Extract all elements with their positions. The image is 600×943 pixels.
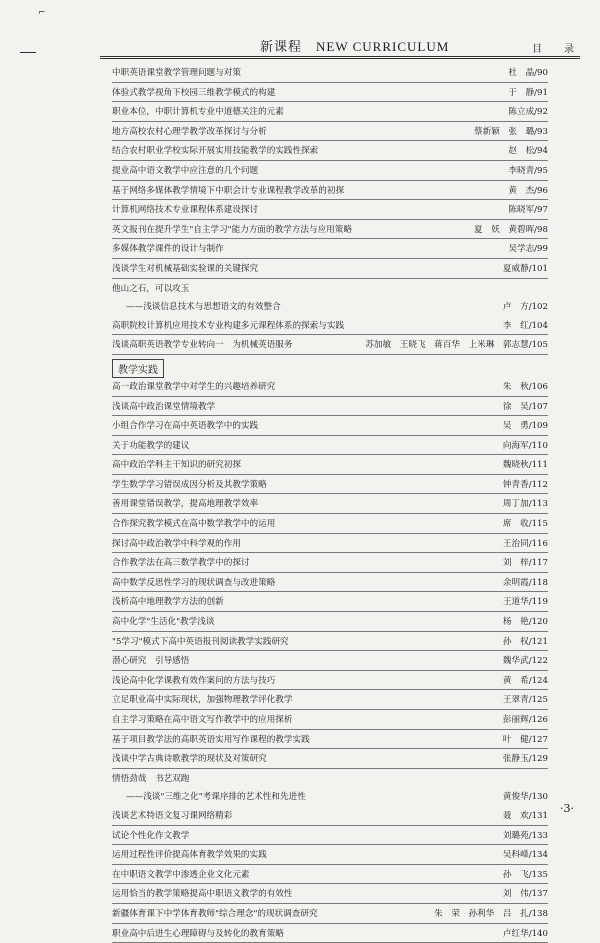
toc-entry-author-page: 吴学志/99 [508, 244, 548, 255]
section-title: 教学实践 [112, 359, 164, 378]
toc-entry-title: 浅谈高职英语教学专业转向一 为机械英语服务 [112, 340, 293, 351]
toc-entry-author-page: 张静玉/129 [502, 754, 548, 765]
toc-entry[interactable] [112, 553, 548, 573]
toc-entry-title: 浅谈高中政治课堂情境教学 [112, 401, 216, 412]
toc-entry[interactable] [112, 494, 548, 514]
toc-entry[interactable] [112, 397, 548, 417]
toc-entry-author-page: 向海军/110 [502, 440, 548, 451]
toc-entry-author-page: 叶 健/127 [502, 734, 548, 745]
toc-entry-author-page: 刘璐苑/133 [502, 830, 548, 841]
toc-entry-author-page: 周丁加/113 [502, 499, 548, 510]
toc-entry-title: 浅谈中学古典诗歌教学的现状及对策研究 [112, 754, 267, 765]
toc-entry[interactable] [112, 141, 548, 161]
toc-entry-author-page: 陈晓军/97 [508, 205, 548, 216]
toc-entry-author-page: 彭丽辉/126 [502, 715, 548, 725]
toc-entry-title: 探讨高中政治教学中科学观的作用 [112, 538, 241, 549]
toc-entry[interactable] [112, 904, 548, 924]
toc-entry-author-page: 徐 吴/107 [502, 401, 548, 412]
toc-entry-title: 英文报刊在提升学生"自主学习"能力方面的教学方法与应用策略 [112, 224, 352, 235]
toc-entry-author-page: 魏晓秋/111 [502, 460, 548, 471]
toc-entry-title: 善用课堂错误教学，提高地理教学效率 [112, 499, 259, 510]
toc-entry[interactable] [112, 416, 548, 436]
toc-entry-author-page: 苏加敏 王晓飞 蒋百华 上米琳 郭志慧/105 [365, 340, 548, 351]
toc-entry-author-page: 魏华武/122 [502, 656, 548, 667]
toc-entry[interactable] [112, 710, 548, 730]
toc-entry-title: 高中化学"生活化"教学浅谈 [112, 617, 215, 628]
toc-entry[interactable] [112, 514, 548, 534]
toc-entry-author-page: 钟青香/112 [502, 479, 548, 490]
toc-entry-author-page: 孙 飞/135 [502, 869, 548, 880]
page-number: ·3· [560, 802, 574, 815]
toc-entry-title: 地方高校农村心理学教学改革探讨与分析 [112, 126, 267, 137]
toc-entry-title: 基于网络多媒体教学情境下中职会计专业课程教学改革的初探 [112, 185, 345, 196]
contents-label: 目 录 [532, 44, 580, 55]
toc-entry[interactable] [112, 612, 548, 632]
toc-entry[interactable] [112, 335, 548, 355]
header-rule [100, 56, 580, 59]
toc-entry-title: 多媒体教学课件的设计与制作 [112, 244, 224, 255]
toc-entry-author-page: 朱 荣 孙利华 吕 扎/138 [434, 908, 548, 919]
toc-entry[interactable] [112, 806, 548, 826]
toc-entry-author-page: 席 收/115 [502, 519, 548, 530]
toc-entry[interactable] [112, 259, 548, 279]
toc-entry[interactable] [112, 787, 548, 806]
toc-entry[interactable] [112, 671, 548, 691]
toc-entry-title: 学生数学学习错误成因分析及其教学策略 [112, 479, 267, 490]
toc-entry-title: 关于功能教学的建议 [112, 440, 190, 451]
toc-entry-title: 基于项目教学法的高职英语实用写作课程的教学实践 [112, 734, 310, 745]
toc-entry[interactable] [112, 83, 548, 103]
toc-entry[interactable] [112, 730, 548, 750]
toc-entry[interactable] [112, 651, 548, 671]
side-rule [20, 52, 36, 53]
toc-entry-title: 体验式教学视角下校园三维教学模式的构建 [112, 87, 276, 98]
toc-entry-author-page: 黄 希/124 [502, 675, 548, 686]
toc-entry-title: 运用恰当的教学策略提高中职语文教学的有效性 [112, 889, 293, 900]
toc-entry-author-page: 杜 晶/90 [508, 68, 548, 78]
toc-entry-author-page: 吴科峰/134 [502, 850, 548, 861]
toc-entry-title: 立足职业高中实际现状，加强物理教学评化教学 [112, 695, 293, 706]
toc-entry-title: 合作教学法在高三数学教学中的探讨 [112, 558, 250, 569]
toc-entry-title: 计算机网络技术专业课程体系建设探讨 [112, 205, 259, 216]
toc-entry[interactable] [112, 316, 548, 336]
toc-entry[interactable] [112, 865, 548, 885]
toc-entry-author-page: 于 静/91 [508, 87, 548, 98]
toc-entry-title: 运用过程性评价提高体育教学效果的实践 [112, 850, 267, 861]
toc-entry-author-page: 夏 妖 黄碧晖/98 [474, 224, 548, 235]
toc-entry-author-page: 王翠青/125 [502, 695, 548, 706]
toc-entry[interactable] [112, 924, 548, 943]
toc-entry-title: 提业高中语文教学中应注意的几个问题 [112, 165, 259, 176]
toc-entry[interactable] [112, 200, 548, 220]
toc-entry[interactable] [112, 102, 548, 122]
toc-entry[interactable] [112, 690, 548, 710]
toc-entry-author-page: 余明霞/118 [502, 577, 548, 588]
toc-entry[interactable] [112, 63, 548, 83]
toc-entry[interactable] [112, 826, 548, 846]
toc-entry-author-page: 刘 梓/117 [502, 558, 548, 569]
journal-title: 新课程 NEW CURRICULUM [260, 39, 450, 54]
toc-entry-author-page: 李晓青/95 [508, 165, 548, 176]
toc-entry[interactable] [112, 220, 548, 240]
toc-entry[interactable] [112, 749, 548, 769]
toc-entry[interactable] [112, 769, 548, 788]
toc-entry-title: 浅论高中化学课教有效作案问的方法与技巧 [112, 675, 276, 686]
toc-entry[interactable] [112, 455, 548, 475]
table-of-contents [112, 63, 548, 943]
toc-entry-title: 浅析高中地理教学方法的创新 [112, 597, 224, 608]
toc-entry-title: 潜心研究 引导感悟 [112, 656, 190, 667]
toc-entry[interactable] [112, 436, 548, 456]
toc-entry-title: 职业高中后进生心理障碍与及转化的教育策略 [112, 928, 284, 939]
toc-entry-author-page: 陈立成/92 [508, 107, 548, 118]
toc-entry[interactable] [112, 592, 548, 612]
toc-entry-title: 中职英语课堂教学管理问题与对策 [112, 68, 241, 78]
toc-entry[interactable] [112, 475, 548, 495]
toc-entry-author-page: 吴 勇/109 [502, 421, 548, 432]
page-header [100, 34, 580, 56]
toc-entry-author-page: 蔡新颖 张 璐/93 [474, 126, 548, 137]
toc-entry[interactable] [112, 884, 548, 904]
toc-entry-title: 在中职语文教学中渗透企业文化元素 [112, 869, 250, 880]
toc-entry-author-page: 聂 欢/131 [502, 810, 548, 821]
toc-entry-author-page: 卢红华/140 [502, 928, 548, 939]
toc-entry-title: 浅谈艺术特语文复习课网络精彩 [112, 810, 233, 821]
toc-entry[interactable] [112, 632, 548, 652]
toc-entry-author-page: 王治同/116 [502, 538, 548, 549]
toc-entry[interactable] [112, 534, 548, 554]
toc-entry-author-page: 赵 松/94 [508, 146, 548, 157]
toc-entry[interactable] [112, 845, 548, 865]
toc-entry-title: 浅谈学生对机械基础实验课的关键探究 [112, 263, 259, 274]
corner-mark: ⌐ [38, 8, 46, 18]
toc-entry-author-page: 夏威静/101 [502, 263, 548, 274]
toc-entry-title: 新疆体育课下中学体育教师"综合理念"的现状调查研究 [112, 908, 318, 919]
toc-list-bottom [112, 377, 548, 943]
section-heading [112, 355, 548, 377]
toc-entry-title: "5学习"模式下高中英语报刊阅读教学实践研究 [112, 636, 289, 647]
toc-entry-title: 高一政治课堂教学中对学生的兴趣培养研究 [112, 381, 276, 392]
toc-entry-author-page: 黄 杰/96 [508, 185, 548, 196]
toc-entry-title: 合作探究教学模式在高中数学教学中的运用 [112, 519, 276, 530]
toc-entry-title: 试论个性化作文教学 [112, 830, 190, 841]
toc-entry-title: 高中政治学科主干知识的研究初探 [112, 460, 241, 471]
toc-entry[interactable] [112, 181, 548, 201]
toc-entry-author-page: 李 红/104 [502, 320, 548, 331]
toc-entry[interactable] [112, 573, 548, 593]
toc-entry[interactable] [112, 279, 548, 298]
toc-entry-author-page: 杨 艳/120 [502, 617, 548, 628]
toc-entry-title: 他山之石，可以攻玉 [112, 283, 190, 294]
toc-entry[interactable] [112, 377, 548, 397]
toc-entry[interactable] [112, 239, 548, 259]
toc-entry-author-page: 孙 权/121 [502, 636, 548, 647]
toc-entry-title: 高职院校计算机应用技术专业构建多元课程体系的探索与实践 [112, 320, 345, 331]
toc-list-top [112, 63, 548, 355]
toc-entry[interactable] [112, 297, 548, 316]
toc-entry-author-page: 王道华/119 [502, 597, 548, 608]
toc-entry-title: ——浅谈信息技术与思想语文的有效整合 [126, 302, 281, 313]
toc-entry-title: 职业本位，中职计算机专业中道德关注的元素 [112, 107, 284, 118]
toc-entry[interactable] [112, 122, 548, 142]
toc-entry-title: 小组合作学习在高中英语教学中的实践 [112, 421, 259, 432]
toc-entry-author-page: 黄俊华/130 [502, 792, 548, 803]
toc-entry-title: 自主学习策略在高中语文写作教学中的应用探析 [112, 715, 293, 725]
toc-entry-title: 高中数学反思性学习的现状调查与改进策略 [112, 577, 276, 588]
toc-entry-author-page: 刘 伟/137 [502, 889, 548, 900]
toc-entry-title: ——浅谈"三维之化"考课序排的艺术性和先进性 [126, 792, 306, 803]
toc-entry-title: 结合农村职业学校实际开展实用技能教学的实践性探索 [112, 146, 319, 157]
toc-entry-author-page: 卢 方/102 [502, 302, 548, 313]
toc-entry-title: 情悟劲哉 书艺双跑 [112, 773, 190, 784]
toc-entry[interactable] [112, 161, 548, 181]
toc-entry-author-page: 朱 秋/106 [502, 381, 548, 392]
